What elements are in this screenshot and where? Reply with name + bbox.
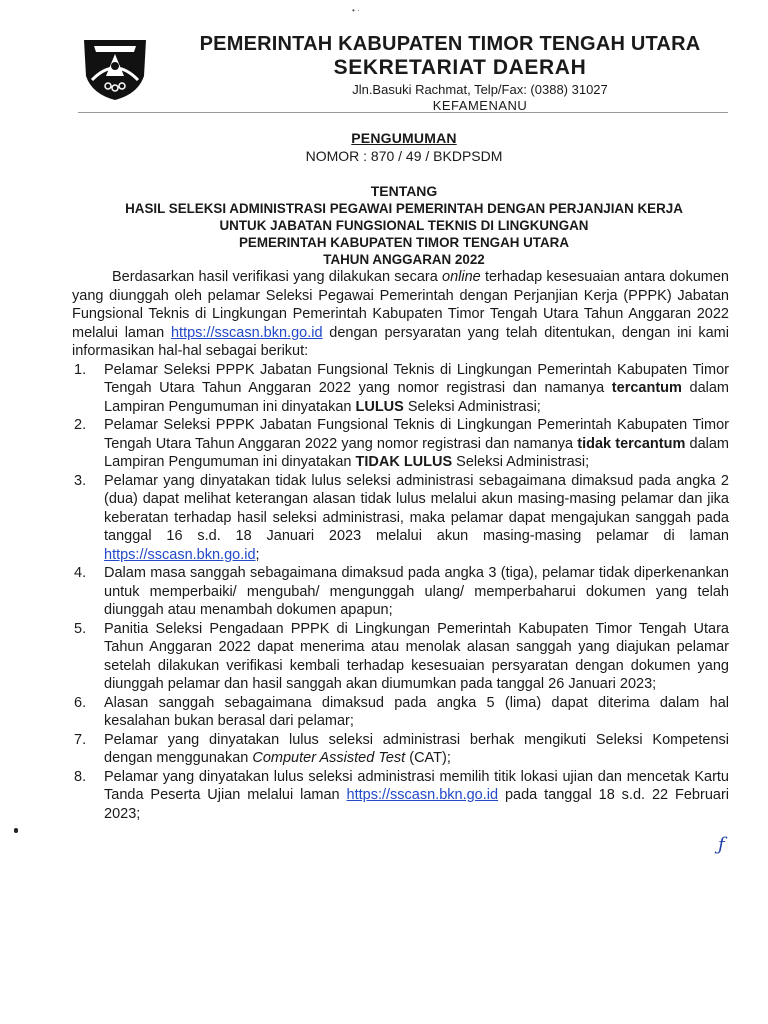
- item-text: (CAT);: [405, 750, 451, 766]
- subject-line: HASIL SELEKSI ADMINISTRASI PEGAWAI PEMERINTAH DENGAN PERJANJIAN KERJA: [125, 201, 683, 216]
- item-text: dalam Lampiran Pengumuman ini dinyatakan: [104, 380, 729, 415]
- list-item: [72, 768, 729, 824]
- item-number: 4.: [74, 565, 87, 581]
- announcement-heading: [80, 130, 728, 268]
- item-text: Alasan sanggah sebagaimana dimaksud pada angka 5 (lima) dapat diterima dalam hal kesalahan bukan berasal dari pelamar;: [104, 694, 729, 729]
- item-text: Seleksi Administrasi;: [403, 398, 541, 415]
- item-number: 6.: [74, 694, 87, 711]
- item-emphasis: tercantum: [611, 380, 682, 396]
- scan-artifact: [14, 828, 18, 833]
- sscasn-link[interactable]: https://sscasn.bkn.go.id: [104, 546, 256, 563]
- sscasn-link[interactable]: https://sscasn.bkn.go.id: [170, 324, 323, 341]
- item-number: 3.: [74, 472, 87, 489]
- item-text: Seleksi Administrasi;: [452, 454, 590, 470]
- office-name: SEKRETARIAT DAERAH: [333, 56, 587, 79]
- sscasn-link[interactable]: https://sscasn.bkn.go.id: [346, 787, 499, 803]
- item-text: Pelamar Seleksi PPPK Jabatan Fungsional Teknis di Lingkungan Pemerintah Kabupaten Timor Tengah Utara Tahun Anggaran 2022 yang nomor registrasi dan namanya: [104, 417, 729, 452]
- intro-text: Berdasarkan hasil verifikasi yang dilakukan secara: [112, 269, 443, 285]
- item-number: 5.: [74, 620, 87, 637]
- item-text: Dalam masa sanggah sebagaimana dimaksud pada angka 3 (tiga), pelamar tidak diperkenankan untuk memperbaiki/ mengubah/ mengunggah ulang/ memperbaharui dokumen yang telah diunggah atau menambah dokumen apapun;: [104, 565, 729, 618]
- announcement-tentang: TENTANG: [370, 183, 438, 199]
- intro-online: online: [442, 269, 481, 285]
- item-italic: Computer Assisted Test: [252, 750, 406, 766]
- item-text: Panitia Seleksi Pengadaan PPPK di Lingkungan Pemerintah Kabupaten Timor Tengah Utara Tahun Anggaran 2022 dapat menerima atau menolak alasan sanggah yang diajukan pelamar setelah dilakukan verifikasi kembali terhadap kesesuaian persyaratan dengan dokumen yang diunggah pelamar dan hasil sanggah akan diumumkan pada tanggal 26 Januari 2023;: [104, 620, 729, 692]
- letterhead-divider: [78, 112, 728, 113]
- list-item: [72, 694, 729, 731]
- item-text: Pelamar Seleksi PPPK Jabatan Fungsional Teknis di Lingkungan Pemerintah Kabupaten Timor Tengah Utara Tahun Anggaran 2022 yang nomor registrasi dan namanya: [104, 361, 729, 396]
- announcement-number: NOMOR : 870 / 49 / BKDPSDM: [305, 148, 503, 164]
- subject-line: TAHUN ANGGARAN 2022: [323, 252, 485, 267]
- item-emphasis: tidak tercantum: [577, 435, 686, 452]
- office-address: Jln.Basuki Rachmat, Telp/Fax: (0388) 31027: [352, 82, 608, 97]
- item-number: 2.: [74, 417, 87, 433]
- intro-text: terhadap kesesuaian antara dokumen yang diunggah oleh pelamar Seleksi Pegawai Pemerintah dengan Perjanjian Kerja (PPPK) Jabatan Fungsional Teknis di Lingkungan Pemerintah Kabupaten Timor Tengah Utara Tahun Anggaran 2022 melalui laman: [72, 269, 729, 341]
- item-text: dalam Lampiran Pengumuman ini dinyatakan: [104, 435, 729, 470]
- item-emphasis: LULUS: [355, 398, 404, 415]
- list-item: [72, 416, 729, 472]
- item-number: 1.: [74, 361, 87, 378]
- list-item: [72, 731, 729, 768]
- item-number: 7.: [74, 731, 87, 748]
- intro-text: dengan persyaratan yang telah ditentukan, dengan ini kami informasikan hal-hal sebagai berikut:: [72, 324, 729, 359]
- list-item: [72, 564, 729, 620]
- office-city: KEFAMENANU: [432, 98, 528, 113]
- subject-line: UNTUK JABATAN FUNGSIONAL TEKNIS DI LINGKUNGAN: [219, 218, 589, 233]
- announcement-body: [72, 268, 729, 823]
- intro-paragraph: [72, 268, 729, 361]
- list-item: [72, 620, 729, 694]
- paraf-initial-icon: ƒ: [718, 834, 725, 855]
- announcement-title: PENGUMUMAN: [351, 130, 457, 146]
- item-text: ;: [255, 546, 260, 563]
- list-item: [72, 472, 729, 565]
- announcement-list: [72, 361, 729, 824]
- item-text: Pelamar yang dinyatakan lulus seleksi administrasi memilih titik lokasi ujian dan mencetak Kartu Tanda Peserta Ujian melalui laman: [104, 768, 729, 803]
- item-text: pada tanggal 18 s.d. 22 Februari 2023;: [104, 787, 730, 822]
- item-number: 8.: [74, 768, 87, 785]
- list-item: [72, 361, 729, 417]
- scan-artifact: • ·: [352, 6, 360, 15]
- letterhead: [70, 30, 720, 113]
- item-emphasis: TIDAK LULUS: [355, 454, 453, 470]
- item-text: Pelamar yang dinyatakan lulus seleksi administrasi berhak mengikuti Seleksi Kompetensi dengan menggunakan: [104, 731, 729, 766]
- subject-line: PEMERINTAH KABUPATEN TIMOR TENGAH UTARA: [238, 235, 570, 250]
- agency-name: PEMERINTAH KABUPATEN TIMOR TENGAH UTARA: [199, 33, 701, 55]
- regency-emblem-icon: [78, 36, 152, 102]
- item-text: Pelamar yang dinyatakan tidak lulus seleksi administrasi sebagaimana dimaksud pada angka 2 (dua) dapat melihat keterangan alasan tidak lulus melalui akun masing-masing pelamar dan jika keberatan terhadap hasil seleksi administrasi, maka pelamar dapat mengajukan sanggah pada tanggal 16 s.d. 18 Januari 2023 melalui akun masing-masing pelamar di laman: [104, 472, 729, 544]
